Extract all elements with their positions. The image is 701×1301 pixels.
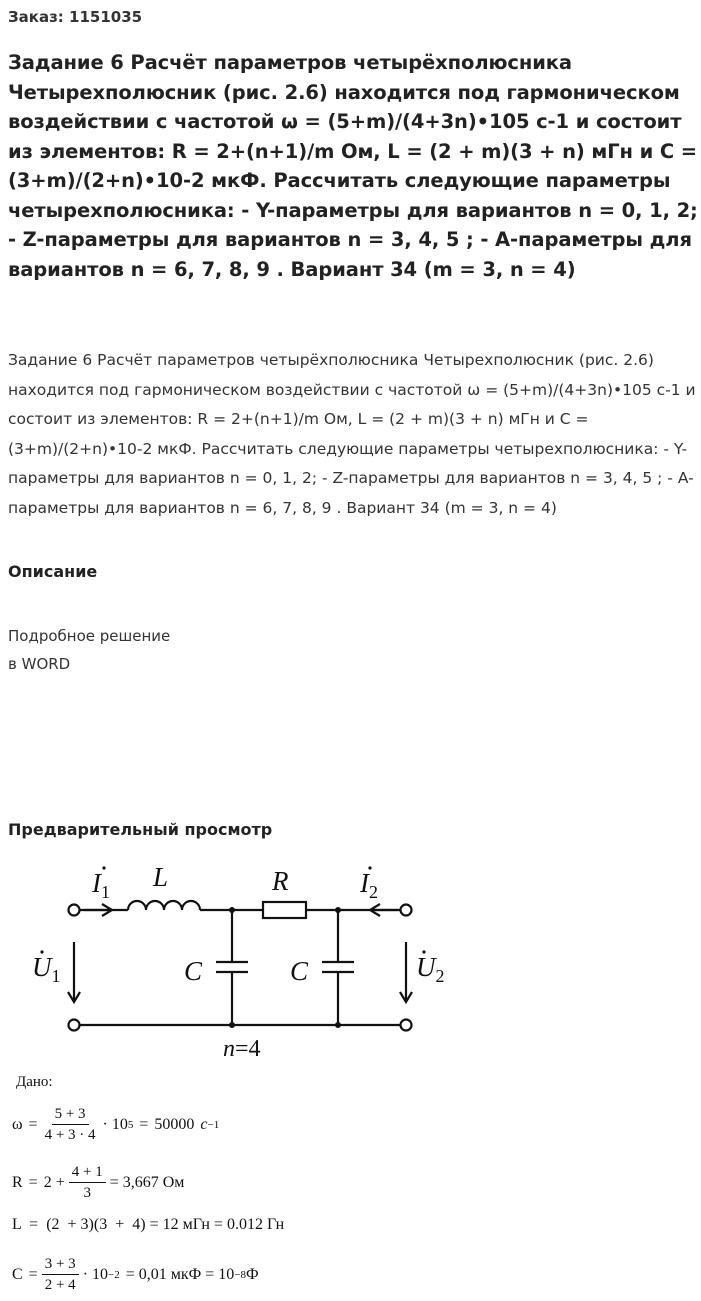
c-formula: C = $\frac{3 + 3}{2 + 4}$ · 10 −2 = 0,01 мкФ = 10 −8 Ф	[12, 1256, 259, 1293]
u2-arrow	[400, 942, 412, 1002]
circuit-diagram	[20, 852, 470, 1067]
omega-formula: ω = $\frac{5 + 3}{4 + 3 \cdot 4}$ · 10 5 = 50000 c −1	[12, 1106, 220, 1143]
l-formula: L = (2 + 3)(3 + 4) = 12 мГн = 0.012 Гн	[12, 1216, 285, 1233]
label-inductor: L	[153, 862, 169, 892]
i1-arrow	[84, 904, 112, 916]
resistor	[263, 902, 306, 918]
description-line-1: Подробное решение	[8, 627, 171, 645]
label-u1: $U_1$	[32, 952, 61, 986]
u1-arrow	[68, 942, 80, 1002]
output-terminal-bottom	[401, 1020, 412, 1031]
junction-dot	[229, 907, 235, 913]
output-terminal-top	[401, 905, 412, 916]
c-fraction: $\frac{3 + 3}{2 + 4}$	[42, 1254, 79, 1295]
task-title: Задание 6 Расчёт параметров четырёхполюсника Четырехполюсник (рис. 2.6) находится под гармоническом воздействии с частотой ω = (5+m)/(4+3n)•105 с-1 и состоит из элементов: R = 2+(n+1)/m Ом, L = (2 + m)(3 + n) мГн и C = (3+m)/(2+n)•10-2 мкФ. Рассчитать следующие параметры четырехполюсника: - Y-параметры для вариантов n = 0, 1, 2; - Z-параметры для вариантов n = 3, 4, 5 ; - A-параметры для вариантов n = 6, 7, 8, 9 . Вариант 34 (m = 3, n = 4)	[8, 51, 698, 281]
label-u2: $U_2$	[416, 952, 445, 986]
given-section	[12, 1074, 285, 1293]
description-line-2: в WORD	[8, 655, 71, 673]
r-formula: R = 2 + $\frac{4 + 1}{3}$ = 3,667 Ом	[12, 1164, 185, 1201]
label-i2: $I_2$	[360, 868, 378, 902]
label-n: n=4	[223, 1036, 261, 1062]
description-heading: Описание	[8, 562, 98, 581]
omega-fraction: $\frac{5 + 3}{4 + 3 \cdot 4}$	[44, 1106, 96, 1143]
label-c2: C	[290, 956, 309, 986]
input-terminal-top	[69, 905, 80, 916]
given-label: Дано:	[16, 1074, 53, 1090]
label-i1: $I_1$	[92, 868, 110, 902]
inductor	[128, 901, 200, 910]
r-fraction: $\frac{4 + 1}{3}$	[69, 1162, 106, 1203]
capacitor-2-plates	[322, 962, 354, 972]
task-description: Задание 6 Расчёт параметров четырёхполюсника Четырехполюсник (рис. 2.6) находится под гармоническом воздействии с частотой ω = (5+m)/(4+3n)•105 с-1 и состоит из элементов: R = 2+(n+1)/m Ом, L = (2 + m)(3 + n) мГн и C = (3+m)/(2+n)•10-2 мкФ. Рассчитать следующие параметры четырехполюсника: - Y-параметры для вариантов n = 0, 1, 2; - Z-параметры для вариантов n = 3, 4, 5 ; - A-параметры для вариантов n = 6, 7, 8, 9 . Вариант 34 (m = 3, n = 4)	[8, 351, 696, 517]
capacitor-1-plates	[216, 962, 248, 972]
i2-arrow	[370, 904, 398, 916]
preview-heading: Предварительный просмотр	[8, 820, 273, 839]
input-terminal-bottom	[69, 1020, 80, 1031]
junction-dot	[229, 1022, 235, 1028]
description-text	[8, 622, 170, 678]
junction-dot	[335, 907, 341, 913]
label-resistor: R	[272, 866, 289, 896]
junction-dot	[335, 1022, 341, 1028]
label-c1: C	[184, 956, 203, 986]
order-number: Заказ: 1151035	[8, 8, 143, 26]
